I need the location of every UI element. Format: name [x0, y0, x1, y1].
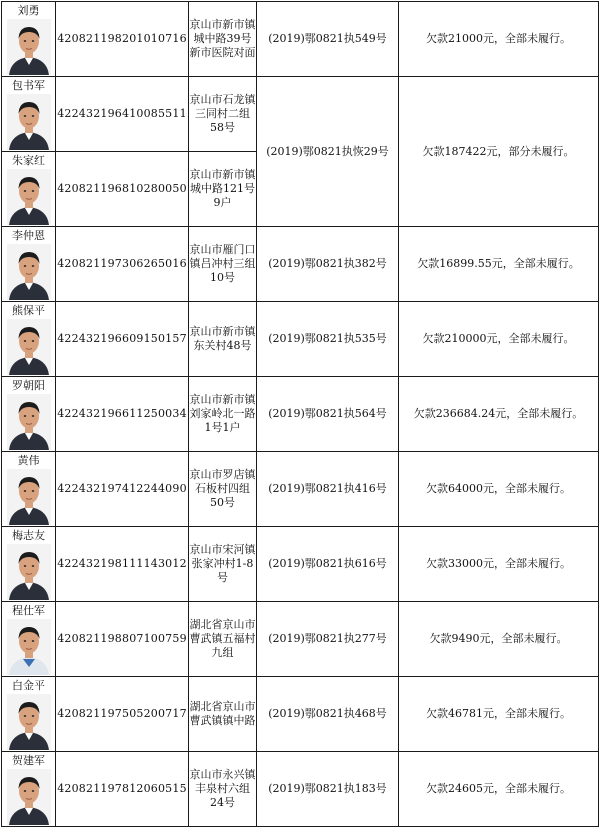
person-name: 包书军 [12, 79, 45, 92]
debt-status: 欠款46781元，全部未履行。 [399, 677, 599, 752]
person-name: 贺建军 [12, 754, 45, 767]
id-number: 420821196810280050 [56, 152, 189, 227]
address: 京山市雁门口镇吕冲村三组10号 [189, 227, 257, 302]
table-row [2, 377, 599, 452]
table-row [2, 302, 599, 377]
person-name: 朱家红 [12, 154, 45, 167]
person-name: 熊保平 [12, 304, 45, 317]
person-name: 梅志友 [12, 529, 45, 542]
address: 京山市新市镇刘家岭北一路1号1户 [189, 377, 257, 452]
photo-cell [2, 302, 56, 377]
id-number: 420821198201010716 [56, 2, 189, 77]
photo-cell [2, 452, 56, 527]
id-number: 422432196410085511 [56, 77, 189, 152]
address: 京山市新市镇东关村48号 [189, 302, 257, 377]
id-number: 420821197306265016 [56, 227, 189, 302]
table-row [2, 602, 599, 677]
address: 湖北省京山市曹武镇五福村九组 [189, 602, 257, 677]
portrait-photo [7, 244, 51, 300]
photo-cell [2, 227, 56, 302]
debt-status: 欠款210000元，全部未履行。 [399, 302, 599, 377]
portrait-photo [7, 19, 51, 75]
debt-status: 欠款9490元，全部未履行。 [399, 602, 599, 677]
portrait-photo [7, 619, 51, 675]
table-row [2, 227, 599, 302]
person-name: 白金平 [12, 679, 45, 692]
case-number: (2019)鄂0821执616号 [257, 527, 399, 602]
case-number: (2019)鄂0821执277号 [257, 602, 399, 677]
table-row [2, 527, 599, 602]
address: 京山市石龙镇三同村二组58号 [189, 77, 257, 152]
portrait-photo [7, 94, 51, 150]
id-number: 420821198807100759 [56, 602, 189, 677]
case-number: (2019)鄂0821执564号 [257, 377, 399, 452]
photo-cell [2, 377, 56, 452]
case-number: (2019)鄂0821执535号 [257, 302, 399, 377]
portrait-photo [7, 544, 51, 600]
address: 京山市新市镇城中路39号新市医院对面 [189, 2, 257, 77]
case-number: (2019)鄂0821执恢29号 [257, 77, 399, 227]
address: 京山市新市镇城中路121号9户 [189, 152, 257, 227]
person-name: 李仲恩 [12, 229, 45, 242]
portrait-photo [7, 319, 51, 375]
portrait-photo [7, 769, 51, 825]
photo-cell [2, 677, 56, 752]
case-number: (2019)鄂0821执183号 [257, 752, 399, 827]
portrait-photo [7, 394, 51, 450]
address: 湖北省京山市曹武镇镇中路 [189, 677, 257, 752]
case-number: (2019)鄂0821执382号 [257, 227, 399, 302]
debt-status: 欠款16899.55元，全部未履行。 [399, 227, 599, 302]
table-row [2, 452, 599, 527]
debt-status: 欠款187422元，部分未履行。 [399, 77, 599, 227]
table-row [2, 2, 599, 77]
person-name: 程仕军 [12, 604, 45, 617]
case-number: (2019)鄂0821执416号 [257, 452, 399, 527]
person-name: 刘勇 [17, 4, 40, 17]
id-number: 422432198111143012 [56, 527, 189, 602]
portrait-photo [7, 469, 51, 525]
portrait-photo [7, 169, 51, 225]
debt-status: 欠款24605元，全部未履行。 [399, 752, 599, 827]
photo-cell [2, 2, 56, 77]
address: 京山市宋河镇张家冲村1-8号 [189, 527, 257, 602]
debt-status: 欠款21000元，全部未履行。 [399, 2, 599, 77]
case-number: (2019)鄂0821执549号 [257, 2, 399, 77]
table-row [2, 677, 599, 752]
id-number: 420821197812060515 [56, 752, 189, 827]
portrait-photo [7, 694, 51, 750]
photo-cell [2, 152, 56, 227]
debt-status: 欠款236684.24元，全部未履行。 [399, 377, 599, 452]
table-row [2, 77, 599, 152]
address: 京山市罗店镇石板村四组50号 [189, 452, 257, 527]
id-number: 422432196609150157 [56, 302, 189, 377]
person-name: 罗朝阳 [12, 379, 45, 392]
photo-cell [2, 752, 56, 827]
table-row [2, 752, 599, 827]
debt-status: 欠款33000元，全部未履行。 [399, 527, 599, 602]
person-name: 黄伟 [17, 454, 40, 467]
case-number: (2019)鄂0821执468号 [257, 677, 399, 752]
id-number: 422432197412244090 [56, 452, 189, 527]
debt-status: 欠款64000元，全部未履行。 [399, 452, 599, 527]
id-number: 422432196611250034 [56, 377, 189, 452]
photo-cell [2, 527, 56, 602]
photo-cell [2, 77, 56, 152]
photo-cell [2, 602, 56, 677]
debtor-table-body [2, 2, 599, 827]
id-number: 420821197505200717 [56, 677, 189, 752]
debtor-table [1, 1, 599, 827]
address: 京山市永兴镇丰泉村六组24号 [189, 752, 257, 827]
